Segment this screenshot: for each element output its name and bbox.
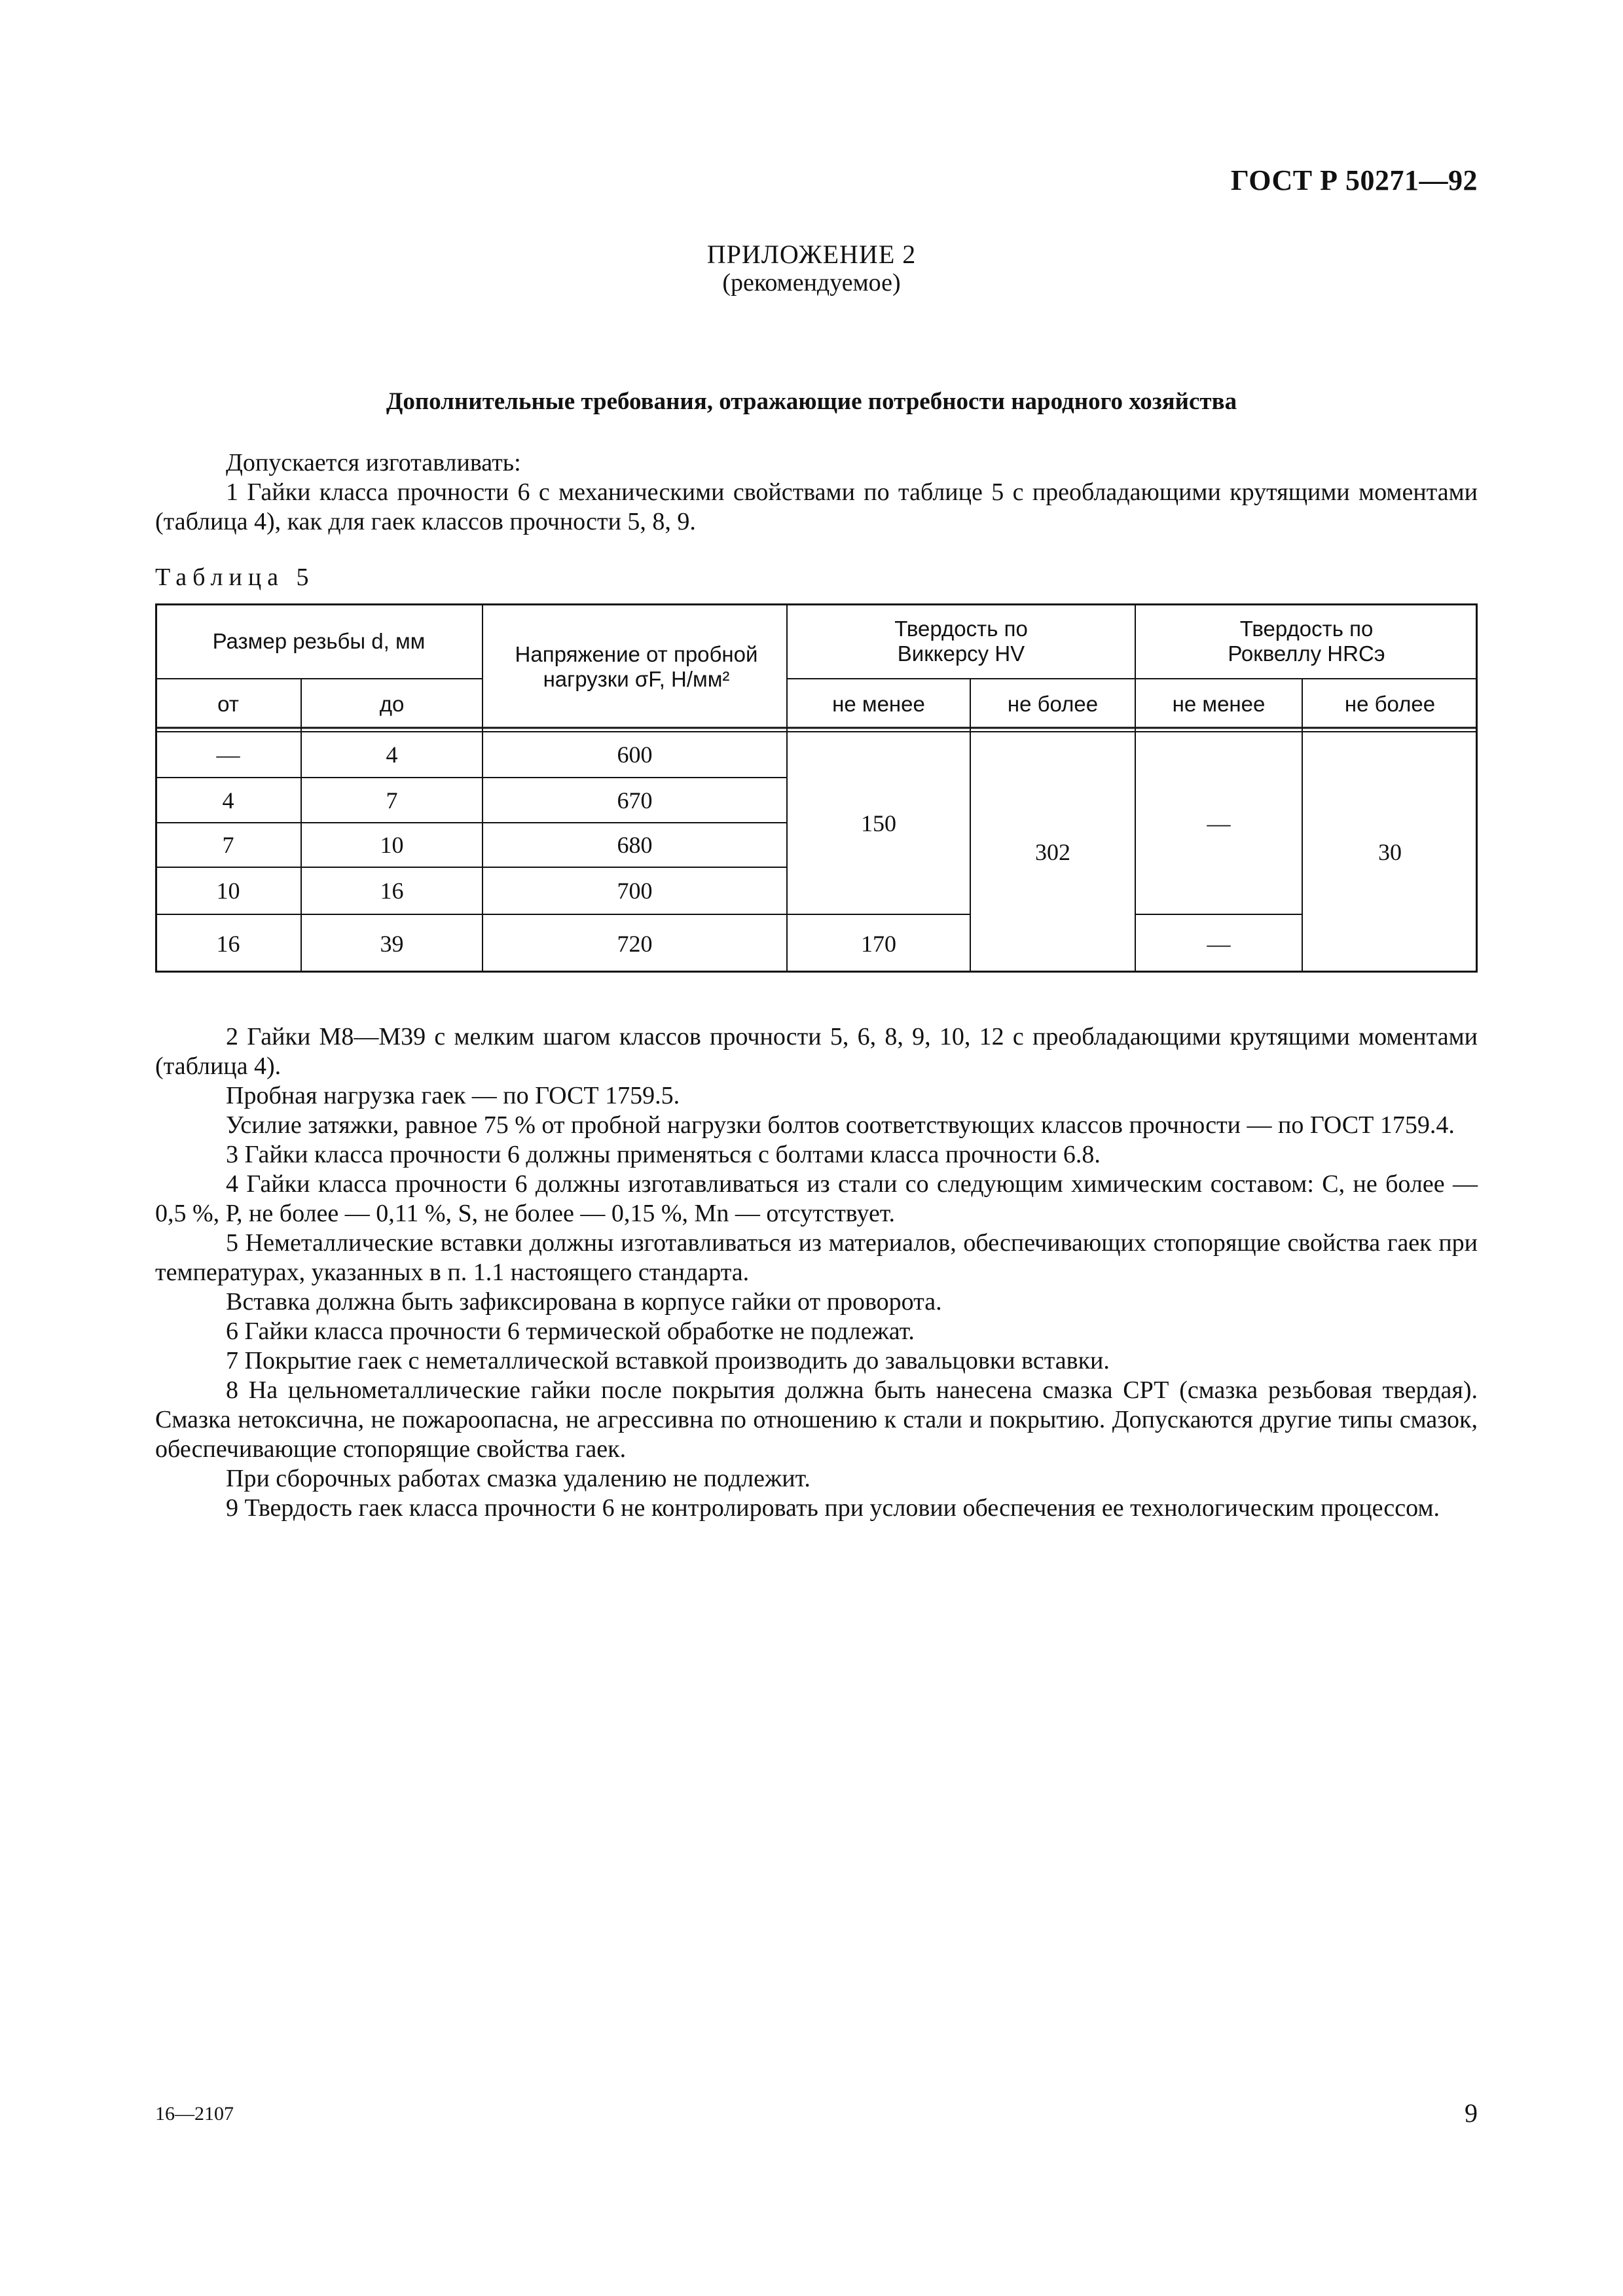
paragraph: Усилие затяжки, равное 75 % от пробной нагрузки болтов соответствующих классов прочности — по ГОСТ 1759.4.: [226, 1111, 1455, 1139]
intro-paragraph: 1 Гайки класса прочности 6 с механическими свойствами по таблице 5 с преобладающими крутящими моментами (таблица 4), как для гаек классов прочности 5, 8, 9.: [155, 478, 1478, 535]
cell-hrc-min: —: [1207, 810, 1231, 836]
paragraph: 7 Покрытие гаек с неметаллической вставкой производить до завальцовки вставки.: [226, 1347, 1110, 1374]
header-from: от: [217, 692, 239, 716]
header-rockwell: Твердость по Роквеллу HRCэ: [1228, 616, 1385, 666]
header-stress: Напряжение от пробной нагрузки σF, Н/мм²: [515, 641, 758, 691]
cell-hrc-min: —: [1207, 930, 1231, 957]
paragraph: 2 Гайки М8—М39 с мелким шагом классов прочности 5, 6, 8, 9, 10, 12 с преобладающими крутящими моментами (таблица 4).: [155, 1023, 1478, 1080]
header-hrc-min: не менее: [1172, 692, 1266, 716]
cell-to: 39: [380, 930, 404, 957]
appendix-title: ПРИЛОЖЕНИЕ 2: [706, 240, 917, 269]
header-hrc-max: не более: [1344, 692, 1436, 716]
paragraph: 6 Гайки класса прочности 6 термической обработке не подлежат.: [226, 1318, 915, 1345]
paragraph: 5 Неметаллические вставки должны изготавливаться из материалов, обеспечивающих стопорящие свойства гаек при температурах, указанных в п. 1.1 настоящего стандарта.: [155, 1229, 1478, 1286]
paragraph: 4 Гайки класса прочности 6 должны изготавливаться из стали со следующим химическим составом: С, не более — 0,5 %, Р, не более — 0,11 %, S, не более — 0,15 %, Mn — отсутствует.: [155, 1170, 1478, 1227]
header-hv-max: не более: [1007, 692, 1099, 716]
requirements-text: [155, 1022, 1478, 1523]
header-hv-min: не менее: [832, 692, 925, 716]
cell-from: —: [216, 742, 240, 768]
cell-from: 16: [216, 930, 240, 957]
table-caption: Таблица 5: [155, 564, 315, 591]
section-title: Дополнительные требования, отражающие потребности народного хозяйства: [386, 388, 1237, 415]
cell-hv-max: 302: [1035, 839, 1070, 865]
footer-code: 16—2107: [155, 2103, 234, 2125]
cell-hv-min: 150: [861, 810, 896, 836]
cell-hv-min: 170: [861, 930, 896, 957]
header-vickers: Твердость по Виккерсу HV: [894, 616, 1028, 666]
cell-to: 16: [380, 878, 404, 904]
paragraph: 9 Твердость гаек класса прочности 6 не контролировать при условии обеспечения ее технологическим процессом.: [226, 1494, 1440, 1522]
paragraph: Вставка должна быть зафиксирована в корпусе гайки от проворота.: [226, 1288, 942, 1316]
paragraph: 3 Гайки класса прочности 6 должны применяться с болтами класса прочности 6.8.: [226, 1141, 1101, 1168]
cell-stress: 600: [617, 742, 653, 768]
paragraph: Пробная нагрузка гаек — по ГОСТ 1759.5.: [226, 1082, 680, 1109]
header-to: до: [379, 692, 405, 716]
cell-to: 10: [380, 832, 404, 858]
cell-hrc-max: 30: [1378, 839, 1402, 865]
cell-stress: 720: [617, 930, 653, 957]
cell-from: 10: [216, 878, 240, 904]
intro-text: [155, 448, 1478, 537]
paragraph: При сборочных работах смазка удалению не подлежит.: [226, 1465, 811, 1492]
header-thread-size: Размер резьбы d, мм: [212, 628, 426, 653]
cell-stress: 680: [617, 832, 653, 858]
paragraph: 8 На цельнометаллические гайки после покрытия должна быть нанесена смазка СРТ (смазка резьбовая твердая). Смазка нетоксична, не пожароопасна, не агрессивна по отношению к стали и покрытию. Допускаются другие типы смазок, обеспечивающие стопорящие свойства гаек.: [155, 1376, 1478, 1463]
intro-paragraph: Допускается изготавливать:: [226, 449, 521, 476]
cell-to: 7: [386, 787, 398, 814]
appendix-subtitle: (рекомендуемое): [722, 269, 901, 296]
cell-from: 4: [222, 787, 234, 814]
document-code: ГОСТ Р 50271—92: [1230, 164, 1478, 196]
page-number: 9: [1465, 2098, 1478, 2128]
cell-stress: 700: [617, 878, 653, 904]
data-table: [155, 603, 1478, 973]
cell-from: 7: [222, 832, 234, 858]
cell-stress: 670: [617, 787, 653, 814]
cell-to: 4: [386, 742, 398, 768]
